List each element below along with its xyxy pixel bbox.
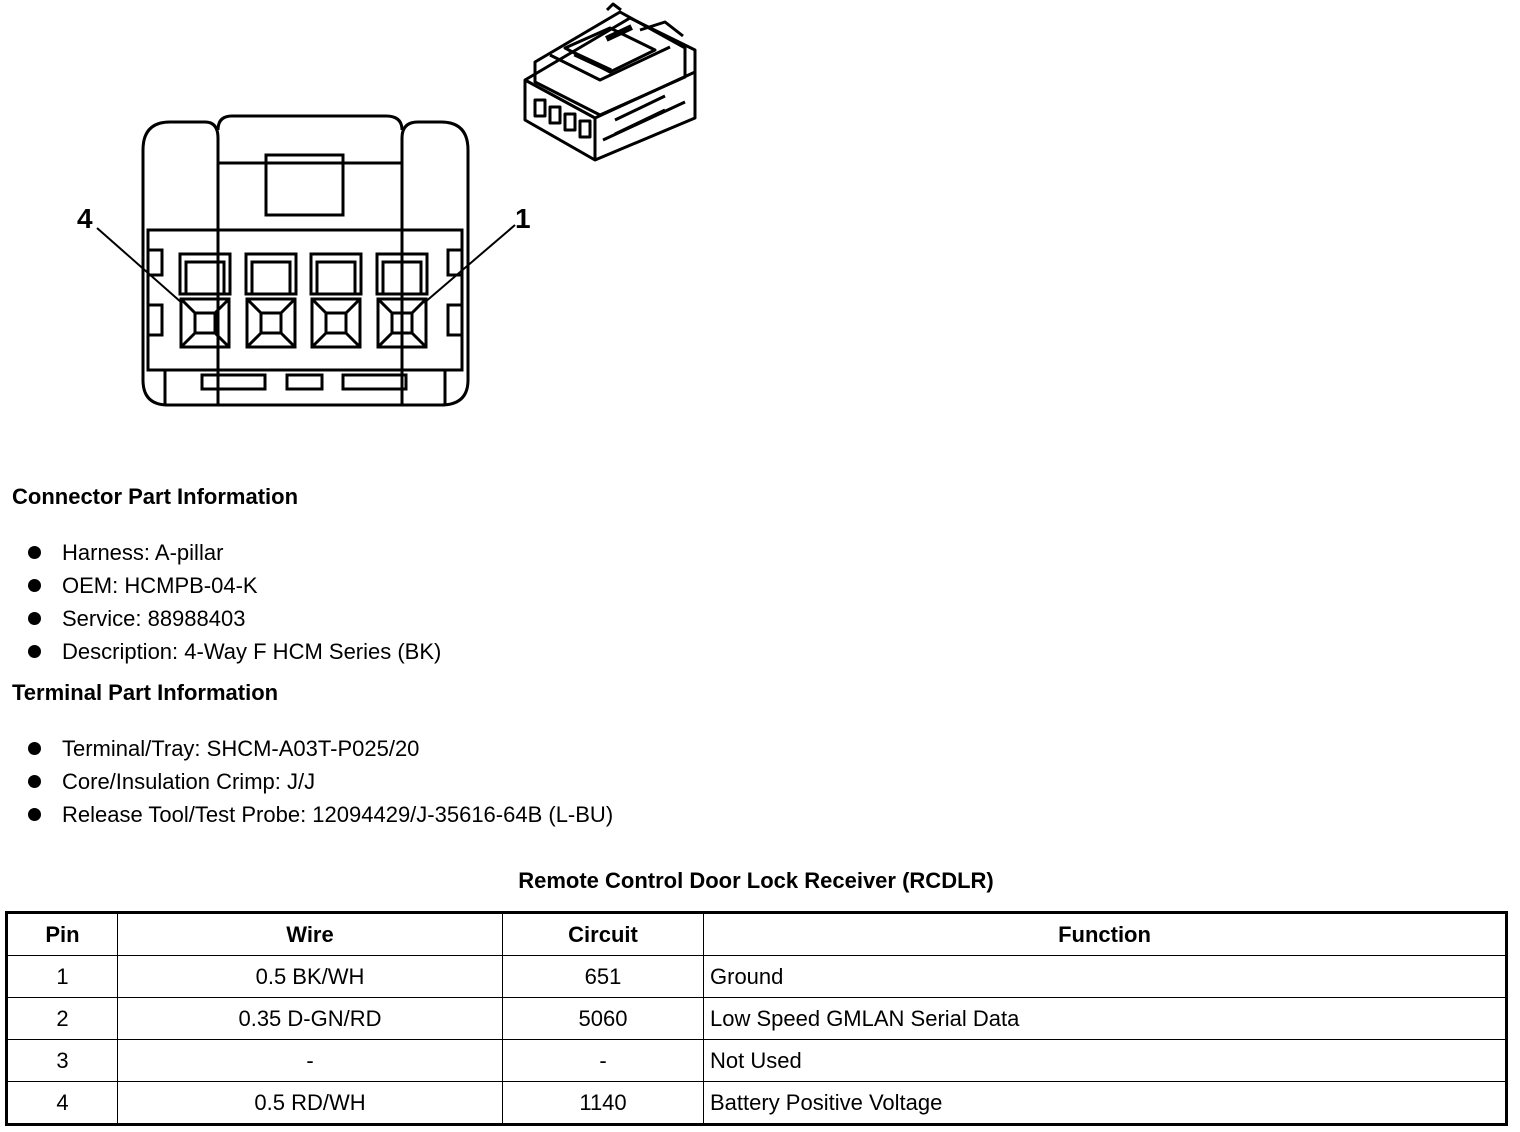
list-item: Core/Insulation Crimp: J/J bbox=[28, 765, 613, 798]
bullet-icon bbox=[28, 546, 41, 559]
list-item: Service: 88988403 bbox=[28, 602, 441, 635]
table-row bbox=[7, 956, 1507, 998]
pin-label-4: 4 bbox=[77, 203, 93, 234]
terminal-info-heading: Terminal Part Information bbox=[12, 680, 279, 705]
cavity-4 bbox=[180, 254, 230, 347]
cell-pin: 4 bbox=[7, 1082, 118, 1125]
connector-face-diagram bbox=[0, 0, 1520, 460]
cell-function: Low Speed GMLAN Serial Data bbox=[704, 998, 1507, 1040]
pin-table-title: Remote Control Door Lock Receiver (RCDLR) bbox=[518, 868, 994, 893]
cell-pin: 1 bbox=[7, 956, 118, 998]
cell-circuit: 1140 bbox=[503, 1082, 704, 1125]
connector-info-heading: Connector Part Information bbox=[12, 484, 299, 509]
list-item: Harness: A-pillar bbox=[28, 536, 441, 569]
cell-circuit: - bbox=[503, 1040, 704, 1082]
bullet-icon bbox=[28, 612, 41, 625]
cell-wire: 0.5 BK/WH bbox=[118, 956, 503, 998]
pin-label-1: 1 bbox=[515, 203, 531, 234]
column-header-circuit: Circuit bbox=[503, 913, 704, 956]
cell-pin: 2 bbox=[7, 998, 118, 1040]
cell-wire: 0.35 D-GN/RD bbox=[118, 998, 503, 1040]
table-row bbox=[7, 998, 1507, 1040]
column-header-wire: Wire bbox=[118, 913, 503, 956]
cell-pin: 3 bbox=[7, 1040, 118, 1082]
bullet-icon bbox=[28, 579, 41, 592]
cavity-2 bbox=[311, 254, 361, 347]
table-row bbox=[7, 1082, 1507, 1125]
pin-table bbox=[5, 911, 1508, 1126]
cell-function: Not Used bbox=[704, 1040, 1507, 1082]
cavity-3 bbox=[246, 254, 296, 347]
bullet-icon bbox=[28, 808, 41, 821]
terminal-info-list bbox=[28, 732, 613, 831]
cell-circuit: 5060 bbox=[503, 998, 704, 1040]
cell-function: Ground bbox=[704, 956, 1507, 998]
column-header-function: Function bbox=[704, 913, 1507, 956]
list-item: Terminal/Tray: SHCM-A03T-P025/20 bbox=[28, 732, 613, 765]
table-row bbox=[7, 1040, 1507, 1082]
cell-circuit: 651 bbox=[503, 956, 704, 998]
bullet-icon bbox=[28, 742, 41, 755]
list-item: OEM: HCMPB-04-K bbox=[28, 569, 441, 602]
cell-wire: 0.5 RD/WH bbox=[118, 1082, 503, 1125]
cell-function: Battery Positive Voltage bbox=[704, 1082, 1507, 1125]
bullet-icon bbox=[28, 645, 41, 658]
connector-info-list bbox=[28, 536, 441, 668]
cell-wire: - bbox=[118, 1040, 503, 1082]
list-item: Release Tool/Test Probe: 12094429/J-35616-64B (L-BU) bbox=[28, 798, 613, 831]
connector-isometric-view bbox=[515, 0, 715, 170]
bullet-icon bbox=[28, 775, 41, 788]
table-header-row bbox=[7, 913, 1507, 956]
list-item: Description: 4-Way F HCM Series (BK) bbox=[28, 635, 441, 668]
leader-line-4 bbox=[97, 228, 182, 303]
column-header-pin: Pin bbox=[7, 913, 118, 956]
